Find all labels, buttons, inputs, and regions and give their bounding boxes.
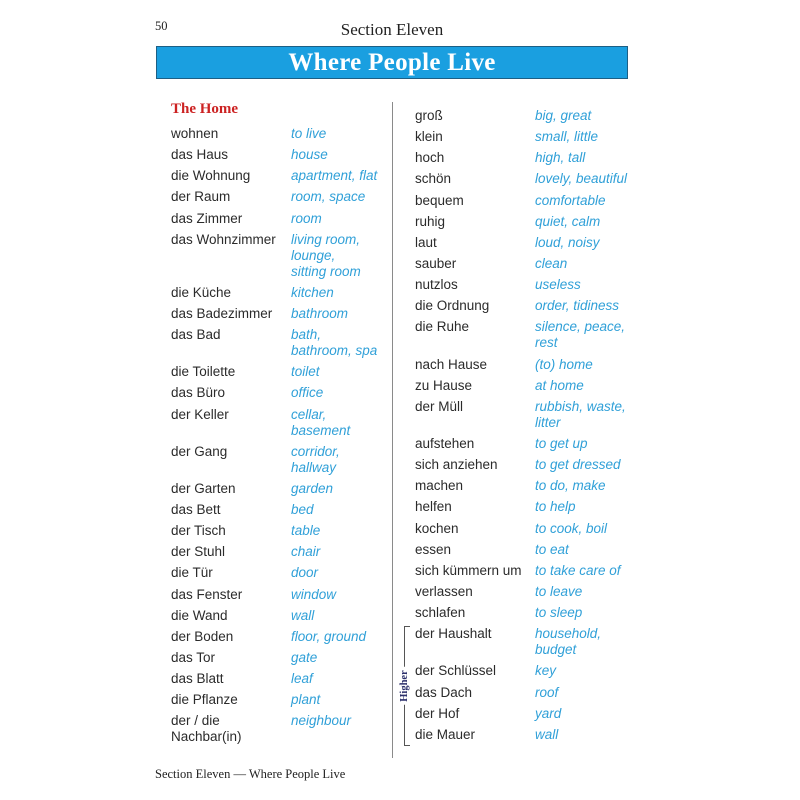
vocab-row: [415, 298, 627, 314]
vocab-row: [171, 385, 377, 401]
german-word: der Raum: [171, 189, 231, 205]
english-translation: plant: [291, 692, 321, 708]
german-word: die Ruhe: [415, 319, 470, 335]
german-word: das Dach: [415, 684, 473, 700]
german-word: aufstehen: [415, 435, 475, 451]
vocab-row: [171, 629, 377, 645]
english-translation: garden: [291, 480, 334, 496]
vocab-row: [171, 565, 377, 581]
english-translation: table: [291, 523, 321, 539]
german-word: machen: [415, 478, 464, 494]
page-footer: Section Eleven — Where People Live: [155, 767, 346, 781]
english-translation: house: [291, 147, 328, 163]
vocab-row: [171, 523, 377, 539]
vocab-row: [415, 214, 627, 230]
vocab-row: [415, 150, 627, 166]
german-word: die Wand: [171, 607, 228, 623]
english-translation: useless: [535, 277, 581, 293]
english-translation: key: [535, 663, 557, 679]
higher-level-label: Higher: [399, 667, 411, 705]
vocab-row: [171, 650, 377, 666]
english-translation: floor, ground: [291, 628, 367, 644]
english-translation: to take care of: [535, 562, 621, 578]
german-word: hoch: [415, 150, 445, 166]
vocab-row: [415, 193, 627, 209]
english-translation: bath, bathroom, spa: [291, 327, 378, 359]
vocab-row: [171, 147, 377, 163]
english-translation: window: [291, 586, 337, 602]
vocab-row: [415, 542, 627, 558]
english-translation: comfortable: [535, 192, 606, 208]
english-translation: to sleep: [535, 605, 583, 621]
german-word: der Keller: [171, 406, 229, 422]
english-translation: silence, peace, rest: [535, 319, 626, 351]
vocab-row: [171, 692, 377, 708]
english-translation: door: [291, 565, 319, 581]
german-word: das Büro: [171, 385, 226, 401]
german-word: das Badezimmer: [171, 305, 273, 321]
english-translation: yard: [535, 705, 562, 721]
vocab-row: [171, 189, 377, 205]
vocab-row: [171, 671, 377, 687]
german-word: das Bett: [171, 501, 221, 517]
german-word: der Schlüssel: [415, 663, 497, 679]
german-word: der Stuhl: [171, 544, 226, 560]
vocab-row: [171, 544, 377, 560]
german-word: sich kümmern um: [415, 562, 522, 578]
english-translation: kitchen: [291, 284, 334, 300]
english-translation: chair: [291, 544, 321, 560]
vocab-row: [415, 685, 627, 701]
vocab-row: [415, 357, 627, 373]
english-translation: to leave: [535, 583, 583, 599]
vocab-row: [415, 277, 627, 293]
vocab-row: [171, 327, 377, 359]
vocab-row: [415, 626, 627, 658]
vocab-row: [171, 306, 377, 322]
german-word: zu Hause: [415, 377, 473, 393]
vocab-row: [171, 285, 377, 301]
english-translation: living room, lounge, sitting room: [291, 231, 361, 279]
vocab-row: [415, 378, 627, 394]
vocab-row: [415, 436, 627, 452]
english-translation: room, space: [291, 189, 366, 205]
vocab-row: [171, 481, 377, 497]
german-word: das Zimmer: [171, 210, 243, 226]
german-word: verlassen: [415, 583, 473, 599]
english-translation: big, great: [535, 108, 592, 123]
vocab-row: [415, 499, 627, 515]
english-translation: cellar, basement: [291, 406, 351, 438]
page-number: 50: [155, 19, 168, 33]
vocab-row: [171, 364, 377, 380]
left-vocab-column: [171, 126, 377, 751]
page-title: Where People Live: [288, 49, 496, 76]
right-vocab-column: [415, 108, 627, 748]
english-translation: to do, make: [535, 478, 606, 494]
english-translation: household, budget: [535, 626, 602, 658]
german-word: schön: [415, 171, 452, 187]
german-word: der Haushalt: [415, 626, 492, 642]
english-translation: office: [291, 385, 324, 401]
vocab-row: [415, 108, 627, 124]
english-translation: to get up: [535, 435, 588, 451]
vocab-row: [415, 457, 627, 473]
vocab-row: [415, 727, 627, 743]
vocab-row: [171, 587, 377, 603]
english-translation: to help: [535, 499, 576, 515]
vocab-row: [415, 706, 627, 722]
english-translation: bed: [291, 501, 314, 517]
vocab-row: [171, 168, 377, 184]
german-word: der Tisch: [171, 523, 226, 539]
vocab-row: [171, 211, 377, 227]
german-word: bequem: [415, 192, 464, 208]
german-word: der Hof: [415, 705, 460, 721]
english-translation: neighbour: [291, 713, 352, 729]
german-word: kochen: [415, 520, 459, 536]
english-translation: quiet, calm: [535, 213, 601, 229]
vocab-row: [415, 171, 627, 187]
vocab-row: [171, 444, 377, 476]
german-word: der Boden: [171, 628, 234, 644]
german-word: das Fenster: [171, 586, 243, 602]
german-word: die Ordnung: [415, 298, 490, 314]
english-translation: (to) home: [535, 356, 593, 372]
german-word: groß: [415, 108, 443, 123]
english-translation: leaf: [291, 671, 313, 687]
english-translation: room: [291, 210, 322, 226]
english-translation: to eat: [535, 541, 569, 557]
german-word: ruhig: [415, 213, 446, 229]
german-word: die Küche: [171, 284, 232, 300]
english-translation: loud, noisy: [535, 234, 600, 250]
english-translation: wall: [291, 607, 315, 623]
german-word: die Pflanze: [171, 692, 238, 708]
german-word: das Wohnzimmer: [171, 231, 276, 247]
vocab-row: [171, 407, 377, 439]
german-word: der / die Nachbar(in): [171, 713, 242, 745]
english-translation: wall: [535, 726, 559, 742]
english-translation: apartment, flat: [291, 168, 378, 184]
english-translation: small, little: [535, 129, 599, 145]
vocab-row: [171, 126, 377, 142]
vocab-row: [415, 129, 627, 145]
german-word: laut: [415, 234, 437, 250]
english-translation: gate: [291, 649, 318, 665]
german-word: der Garten: [171, 480, 236, 496]
vocab-row: [415, 521, 627, 537]
vocab-row: [415, 256, 627, 272]
english-translation: to cook, boil: [535, 520, 608, 536]
english-translation: order, tidiness: [535, 298, 620, 314]
vocab-row: [415, 663, 627, 679]
vocab-row: [415, 235, 627, 251]
german-word: wohnen: [171, 126, 219, 141]
english-translation: clean: [535, 255, 568, 271]
german-word: die Wohnung: [171, 168, 251, 184]
german-word: nutzlos: [415, 277, 458, 293]
column-divider: [392, 102, 393, 758]
german-word: sich anziehen: [415, 457, 498, 473]
english-translation: rubbish, waste, litter: [535, 398, 626, 430]
german-word: sauber: [415, 255, 457, 271]
english-translation: roof: [535, 684, 559, 700]
vocab-row: [415, 319, 627, 351]
english-translation: to live: [291, 126, 327, 141]
english-translation: bathroom: [291, 305, 349, 321]
english-translation: to get dressed: [535, 457, 621, 473]
vocab-row: [171, 502, 377, 518]
german-word: das Bad: [171, 327, 221, 343]
section-title: Section Eleven: [340, 20, 444, 39]
german-word: die Toilette: [171, 364, 236, 380]
german-word: klein: [415, 129, 443, 145]
english-translation: corridor, hallway: [291, 443, 340, 475]
vocab-row: [171, 713, 377, 745]
vocab-row: [415, 584, 627, 600]
english-translation: lovely, beautiful: [535, 171, 628, 187]
german-word: schlafen: [415, 605, 466, 621]
title-banner: [156, 46, 628, 79]
german-word: das Blatt: [171, 671, 224, 687]
vocab-row: [415, 563, 627, 579]
german-word: die Tür: [171, 565, 213, 581]
english-translation: high, tall: [535, 150, 586, 166]
german-word: essen: [415, 541, 452, 557]
german-word: das Haus: [171, 147, 229, 163]
vocab-row: [171, 608, 377, 624]
topic-heading: The Home: [171, 101, 239, 117]
german-word: helfen: [415, 499, 452, 515]
vocab-row: [415, 478, 627, 494]
vocab-row: [415, 399, 627, 431]
vocab-row: [171, 232, 377, 280]
german-word: der Gang: [171, 443, 228, 459]
english-translation: at home: [535, 377, 584, 393]
vocab-row: [415, 605, 627, 621]
german-word: der Müll: [415, 398, 464, 414]
english-translation: toilet: [291, 364, 320, 380]
german-word: das Tor: [171, 649, 216, 665]
german-word: nach Hause: [415, 356, 488, 372]
german-word: die Mauer: [415, 726, 476, 742]
